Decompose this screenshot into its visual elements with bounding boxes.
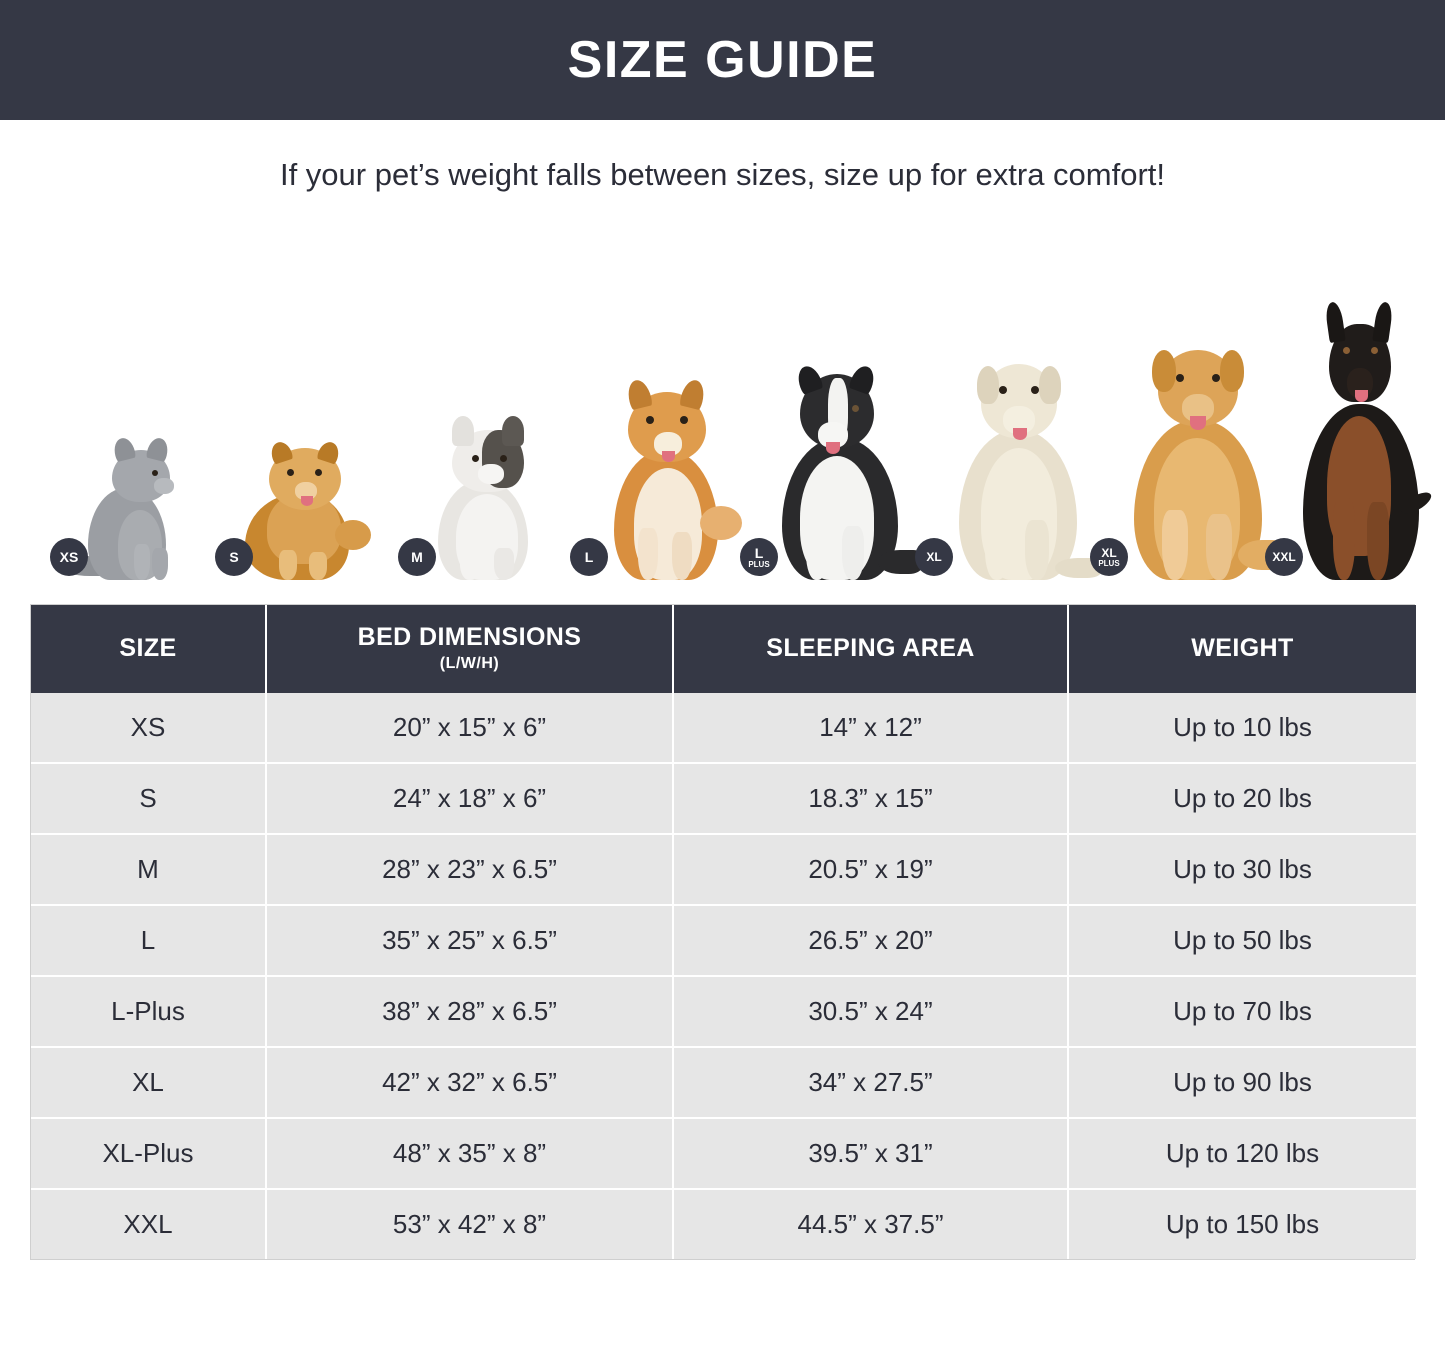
cat-ear-right xyxy=(146,436,171,462)
column-header-size xyxy=(31,605,266,693)
cell-sleeping-area: 39.5” x 31” xyxy=(673,1118,1068,1189)
cell-size: XL-Plus xyxy=(31,1118,266,1189)
pom-front-leg-right xyxy=(309,552,327,580)
golden-front-leg-left xyxy=(1162,510,1188,580)
size-badge-m-label: M xyxy=(411,549,423,565)
cell-size: XXL xyxy=(31,1189,266,1259)
cat-ear-left xyxy=(112,436,137,462)
golden-tongue xyxy=(1190,416,1206,430)
animal-shiba-inu-sitting xyxy=(596,350,741,580)
cell-weight: Up to 70 lbs xyxy=(1068,976,1416,1047)
cell-sleeping-area: 30.5” x 24” xyxy=(673,976,1068,1047)
column-header-size-label: SIZE xyxy=(119,633,177,662)
pet-figure-xxl xyxy=(1265,292,1445,580)
shiba-front-leg-right xyxy=(672,532,692,580)
size-badge-l-plus-label: L xyxy=(754,544,764,561)
pet-figure-l-plus xyxy=(740,330,925,580)
size-badge-l xyxy=(570,538,608,576)
cell-weight: Up to 30 lbs xyxy=(1068,834,1416,905)
subtitle-text: If your pet’s weight falls between sizes, size up for extra comfort! xyxy=(279,157,1166,192)
cell-bed-dimensions: 38” x 28” x 6.5” xyxy=(266,976,673,1047)
column-header-bed-dimensions-label: BED DIMENSIONS xyxy=(357,623,582,651)
size-badge-xs-label: XS xyxy=(59,549,79,565)
animal-golden-retriever-sitting xyxy=(1116,314,1286,580)
size-badge-xl-plus-label: XL xyxy=(1101,545,1117,560)
frenchie-ear-left xyxy=(452,416,474,446)
page-header xyxy=(0,0,1445,120)
animal-cat-gray-sitting xyxy=(74,435,194,580)
size-table-container xyxy=(30,604,1415,1260)
animal-doberman-sitting xyxy=(1287,296,1442,580)
column-header-weight xyxy=(1068,605,1416,693)
pet-figure-xl xyxy=(915,322,1105,580)
cell-bed-dimensions: 48” x 35” x 8” xyxy=(266,1118,673,1189)
size-badge-m xyxy=(398,538,436,576)
animal-border-collie-sitting xyxy=(766,335,921,580)
cell-size: L-Plus xyxy=(31,976,266,1047)
pet-size-illustration-row xyxy=(30,250,1415,580)
cell-bed-dimensions: 42” x 32” x 6.5” xyxy=(266,1047,673,1118)
collie-front-leg-right xyxy=(842,526,864,580)
size-badge-xl-plus xyxy=(1090,538,1128,576)
cell-size: XL xyxy=(31,1047,266,1118)
frenchie-front-leg-right xyxy=(494,548,514,580)
size-badge-xl-plus-sub: PLUS xyxy=(1098,558,1120,568)
pom-tail xyxy=(335,520,371,550)
lab-eye-left xyxy=(999,386,1007,394)
shiba-eye-left xyxy=(646,416,654,424)
cell-sleeping-area: 44.5” x 37.5” xyxy=(673,1189,1068,1259)
shiba-tongue xyxy=(662,451,675,462)
cat-front-leg-2 xyxy=(152,548,168,580)
golden-ear-left xyxy=(1152,350,1176,392)
size-badge-xl-label: XL xyxy=(926,550,942,564)
table-row xyxy=(31,693,1416,763)
cat-eye xyxy=(152,470,158,476)
cell-bed-dimensions: 53” x 42” x 8” xyxy=(266,1189,673,1259)
doberman-eye-right xyxy=(1371,347,1378,354)
pom-front-leg-left xyxy=(279,550,297,580)
golden-front-leg-right xyxy=(1206,514,1232,580)
frenchie-front-leg-left xyxy=(460,546,480,580)
cell-size: XS xyxy=(31,693,266,763)
cell-weight: Up to 90 lbs xyxy=(1068,1047,1416,1118)
cell-weight: Up to 10 lbs xyxy=(1068,693,1416,763)
cell-bed-dimensions: 24” x 18” x 6” xyxy=(266,763,673,834)
collie-eye xyxy=(852,405,859,412)
page-title: SIZE GUIDE xyxy=(567,31,878,89)
pet-figure-xs xyxy=(50,430,200,580)
pet-figure-xl-plus xyxy=(1090,310,1290,580)
cell-bed-dimensions: 28” x 23” x 6.5” xyxy=(266,834,673,905)
size-badge-l-plus-sub: PLUS xyxy=(748,559,770,569)
pet-figure-m xyxy=(398,395,568,580)
cell-size: S xyxy=(31,763,266,834)
table-row xyxy=(31,834,1416,905)
doberman-front-leg-right xyxy=(1367,502,1389,580)
pom-eye-left xyxy=(287,469,294,476)
table-header-row xyxy=(31,605,1416,693)
pom-eye-right xyxy=(315,469,322,476)
lab-ear-right xyxy=(1039,366,1061,404)
table-row xyxy=(31,1118,1416,1189)
shiba-front-leg-left xyxy=(638,528,658,580)
lab-front-leg-left xyxy=(985,516,1009,580)
cat-front-leg xyxy=(134,544,150,580)
size-badge-s-label: S xyxy=(229,549,239,565)
golden-ear-right xyxy=(1220,350,1244,392)
animal-french-bulldog-sitting xyxy=(422,400,552,580)
lab-eye-right xyxy=(1031,386,1039,394)
doberman-front-leg-left xyxy=(1333,498,1355,580)
cell-sleeping-area: 34” x 27.5” xyxy=(673,1047,1068,1118)
shiba-ear-right xyxy=(679,378,707,410)
animal-pomeranian-sitting xyxy=(239,420,369,580)
frenchie-eye-left xyxy=(472,455,479,462)
size-badge-s xyxy=(215,538,253,576)
shiba-ear-left xyxy=(625,378,653,410)
frenchie-ear-right xyxy=(502,416,524,446)
subtitle-container xyxy=(0,120,1445,230)
table-row xyxy=(31,976,1416,1047)
size-table-header xyxy=(31,605,1416,693)
cell-size: M xyxy=(31,834,266,905)
cell-weight: Up to 20 lbs xyxy=(1068,763,1416,834)
lab-front-leg-right xyxy=(1025,520,1049,580)
frenchie-eye-right xyxy=(500,455,507,462)
collie-tongue xyxy=(826,442,840,454)
doberman-tongue xyxy=(1355,390,1368,402)
column-header-sleeping-area xyxy=(673,605,1068,693)
doberman-ear-left xyxy=(1324,301,1345,343)
cell-weight: Up to 120 lbs xyxy=(1068,1118,1416,1189)
size-badge-xxl xyxy=(1265,538,1303,576)
cell-sleeping-area: 20.5” x 19” xyxy=(673,834,1068,905)
table-row xyxy=(31,1047,1416,1118)
golden-eye-right xyxy=(1212,374,1220,382)
size-badge-xs xyxy=(50,538,88,576)
column-header-sleeping-area-label: SLEEPING AREA xyxy=(766,633,975,662)
cell-sleeping-area: 18.3” x 15” xyxy=(673,763,1068,834)
golden-eye-left xyxy=(1176,374,1184,382)
size-badge-xxl-label: XXL xyxy=(1272,550,1296,564)
size-table-body xyxy=(31,693,1416,1259)
cell-sleeping-area: 26.5” x 20” xyxy=(673,905,1068,976)
table-row xyxy=(31,905,1416,976)
cell-bed-dimensions: 20” x 15” x 6” xyxy=(266,693,673,763)
shiba-eye-right xyxy=(680,416,688,424)
column-header-weight-label: WEIGHT xyxy=(1191,633,1294,662)
cat-muzzle xyxy=(154,478,174,494)
size-badge-l-plus xyxy=(740,538,778,576)
animal-labrador-sitting xyxy=(941,328,1101,580)
frenchie-muzzle xyxy=(478,464,504,484)
lab-ear-left xyxy=(977,366,999,404)
cell-size: L xyxy=(31,905,266,976)
size-table xyxy=(31,605,1416,1259)
column-header-bed-dimensions-sub: (L/W/H) xyxy=(439,655,500,672)
shiba-tail xyxy=(700,506,742,540)
collie-front-leg-left xyxy=(806,522,828,580)
pet-figure-l xyxy=(570,345,750,580)
cell-weight: Up to 50 lbs xyxy=(1068,905,1416,976)
cell-sleeping-area: 14” x 12” xyxy=(673,693,1068,763)
column-header-bed-dimensions xyxy=(266,605,673,693)
table-row xyxy=(31,1189,1416,1259)
doberman-ear-right xyxy=(1372,301,1393,343)
table-row xyxy=(31,763,1416,834)
pet-figure-s xyxy=(215,415,380,580)
cell-weight: Up to 150 lbs xyxy=(1068,1189,1416,1259)
size-badge-xl xyxy=(915,538,953,576)
pom-tongue xyxy=(301,496,313,506)
size-badge-l-label: L xyxy=(584,549,594,565)
doberman-eye-left xyxy=(1343,347,1350,354)
lab-tongue xyxy=(1013,428,1027,440)
cell-bed-dimensions: 35” x 25” x 6.5” xyxy=(266,905,673,976)
